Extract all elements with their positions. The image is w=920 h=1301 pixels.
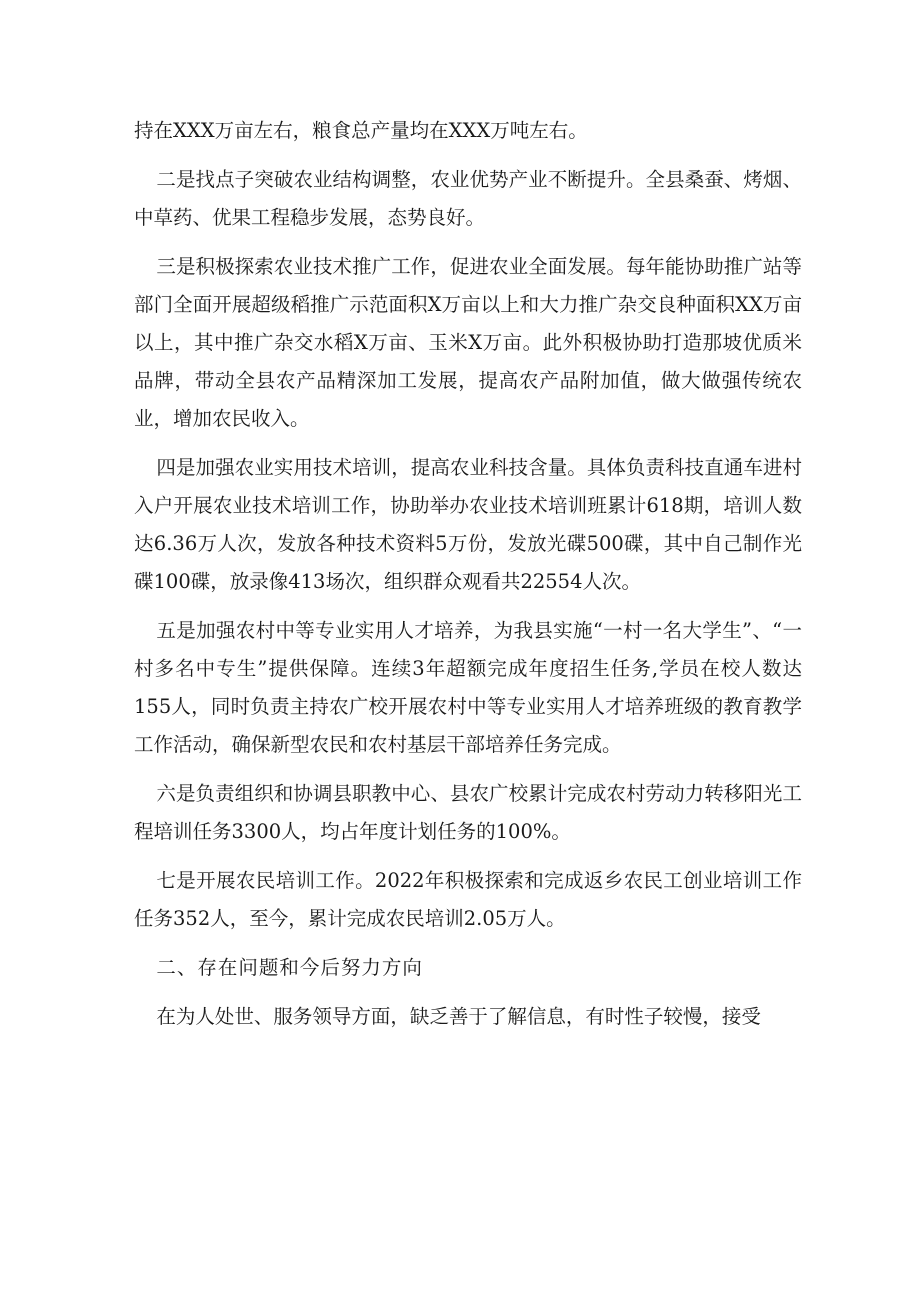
paragraph-item-2: 二是找点子突破农业结构调整，农业优势产业不断提升。全县桑蚕、烤烟、中草药、优果工程稳步发展，态势良好。 xyxy=(134,168,802,229)
document-body xyxy=(134,112,802,1047)
paragraph-item-4: 四是加强农业实用技术培训，提高农业科技含量。具体负责科技直通车进村入户开展农业技术培训工作，协助举办农业技术培训班累计618期，培训人数达6.36万人次，发放各种技术资料5万份，发放光碟500碟，其中自己制作光碟100碟，放录像413场次，组织群众观看共22554人次。 xyxy=(134,456,802,593)
paragraph-section-intro: 在为人处世、服务领导方面，缺乏善于了解信息，有时性子较慢，接受 xyxy=(156,1005,761,1028)
paragraph-item-5: 五是加强农村中等专业实用人才培养，为我县实施“一村一名大学生”、“一村多名中专生”提供保障。连续3年超额完成年度招生任务,学员在校人数达155人，同时负责主持农广校开展农村中等专业实用人才培养班级的教育教学工作活动，确保新型农民和农村基层干部培养任务完成。 xyxy=(134,619,802,756)
paragraph-continuation: 持在XXX万亩左右，粮食总产量均在XXX万吨左右。 xyxy=(134,119,588,142)
section-heading: 二、存在问题和今后努力方向 xyxy=(156,956,423,979)
paragraph-item-3: 三是积极探索农业技术推广工作，促进农业全面发展。每年能协助推广站等部门全面开展超级稻推广示范面积X万亩以上和大力推广杂交良种面积XX万亩以上，其中推广杂交水稻X万亩、玉米X万亩。此外积极协助打造那坡优质米品牌，带动全县农产品精深加工发展，提高农产品附加值，做大做强传统农业，增加农民收入。 xyxy=(134,255,802,430)
paragraph-item-7: 七是开展农民培训工作。2022年积极探索和完成返乡农民工创业培训工作任务352人，至今，累计完成农民培训2.05万人。 xyxy=(134,869,802,930)
paragraph-item-6: 六是负责组织和协调县职教中心、县农广校累计完成农村劳动力转移阳光工程培训任务3300人，均占年度计划任务的100%。 xyxy=(134,782,802,843)
